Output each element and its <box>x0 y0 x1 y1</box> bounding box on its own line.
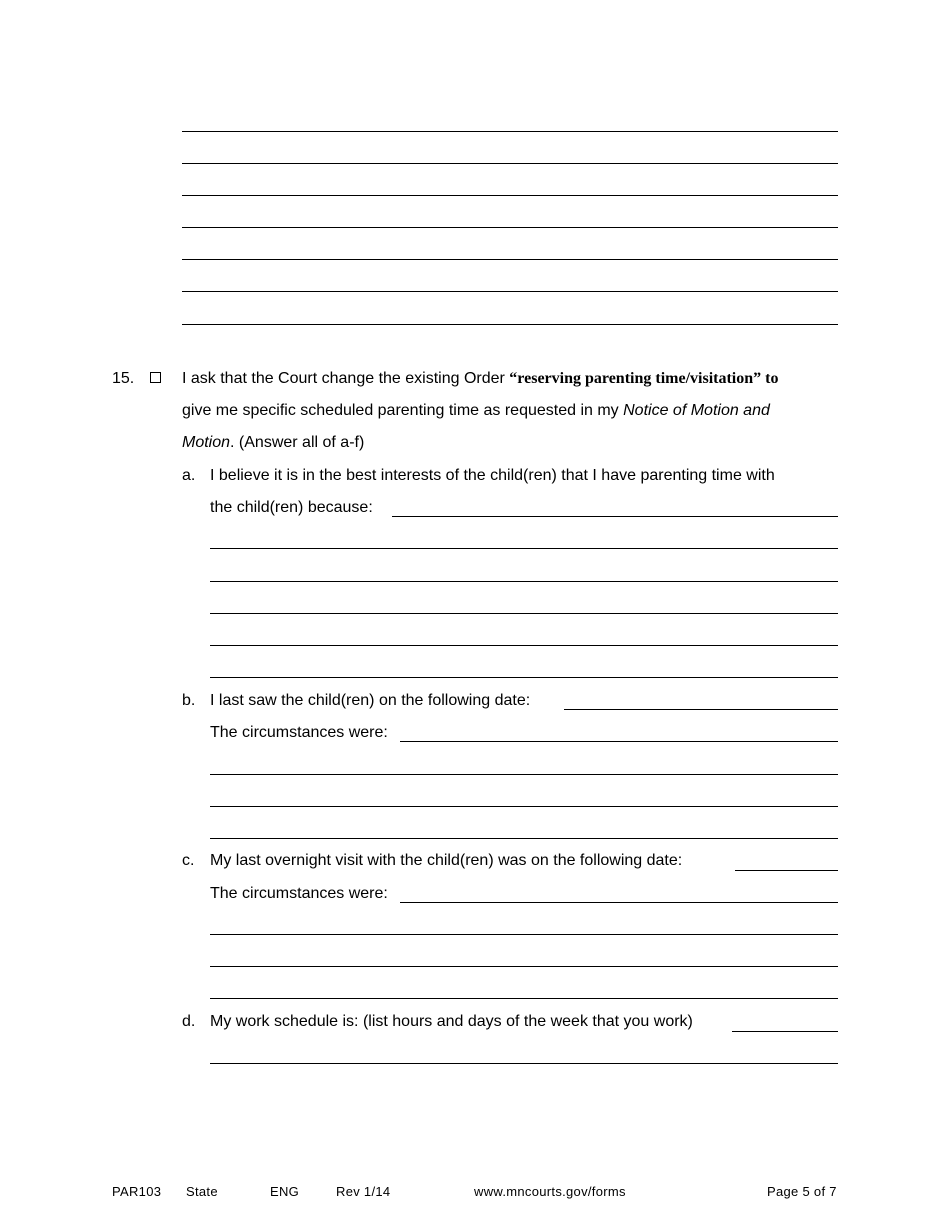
answer-line[interactable] <box>210 934 838 935</box>
answer-line[interactable] <box>182 324 838 325</box>
answer-line[interactable] <box>210 966 838 967</box>
answer-line[interactable] <box>182 291 838 292</box>
item-15-bold-text: “reserving parenting time/visitation” to <box>509 370 779 387</box>
item-15-checkbox[interactable] <box>150 372 161 383</box>
footer-jurisdiction: State <box>186 1184 218 1199</box>
answer-line[interactable] <box>210 677 838 678</box>
sub-item-b-line-1: I last saw the child(ren) on the following date: <box>210 692 531 709</box>
footer-form-id: PAR103 <box>112 1184 162 1199</box>
answer-line[interactable] <box>210 645 838 646</box>
answer-line[interactable] <box>182 195 838 196</box>
date-answer-line[interactable] <box>564 709 838 710</box>
answer-line[interactable] <box>732 1031 838 1032</box>
item-15-line-3 <box>182 433 364 453</box>
sub-item-b-line-2: The circumstances were: <box>210 724 388 741</box>
answer-line[interactable] <box>400 902 838 903</box>
item-15-italic-text: Notice of Motion and <box>623 402 770 419</box>
answer-line[interactable] <box>182 131 838 132</box>
answer-line[interactable] <box>210 548 838 549</box>
answer-line[interactable] <box>400 741 838 742</box>
answer-line[interactable] <box>210 806 838 807</box>
footer-revision: Rev 1/14 <box>336 1184 391 1199</box>
answer-line[interactable] <box>210 581 838 582</box>
footer-page-number: Page 5 of 7 <box>767 1184 837 1199</box>
sub-item-letter-c: c. <box>182 852 195 869</box>
item-15-text: . (Answer all of a-f) <box>230 434 365 451</box>
date-answer-line[interactable] <box>735 870 838 871</box>
sub-item-a-line-1: I believe it is in the best interests of the child(ren) that I have parenting time with <box>210 467 775 484</box>
footer-url: www.mncourts.gov/forms <box>474 1184 626 1199</box>
answer-line[interactable] <box>182 227 838 228</box>
footer-language: ENG <box>270 1184 300 1199</box>
sub-item-letter-a: a. <box>182 467 196 484</box>
sub-item-c-line-1: My last overnight visit with the child(ren) was on the following date: <box>210 852 683 869</box>
sub-item-a-line-2: the child(ren) because: <box>210 499 373 516</box>
answer-line[interactable] <box>210 1063 838 1064</box>
item-15-line-1 <box>182 369 845 389</box>
answer-line[interactable] <box>210 774 838 775</box>
item-15-italic-text: Motion <box>182 434 231 451</box>
answer-line[interactable] <box>182 163 838 164</box>
answer-line[interactable] <box>182 259 838 260</box>
sub-item-c-line-2: The circumstances were: <box>210 885 388 902</box>
answer-line[interactable] <box>210 998 838 999</box>
item-15-text: I ask that the Court change the existing Order <box>182 370 510 387</box>
item-number: 15. <box>112 370 135 387</box>
sub-item-letter-b: b. <box>182 692 196 709</box>
item-15-line-2 <box>182 401 845 421</box>
item-15-text: give me specific scheduled parenting time as requested in my <box>182 402 624 419</box>
answer-line[interactable] <box>210 838 838 839</box>
sub-item-letter-d: d. <box>182 1013 196 1030</box>
answer-line[interactable] <box>210 613 838 614</box>
answer-line[interactable] <box>392 516 838 517</box>
sub-item-d-line-1: My work schedule is: (list hours and days of the week that you work) <box>210 1013 693 1030</box>
